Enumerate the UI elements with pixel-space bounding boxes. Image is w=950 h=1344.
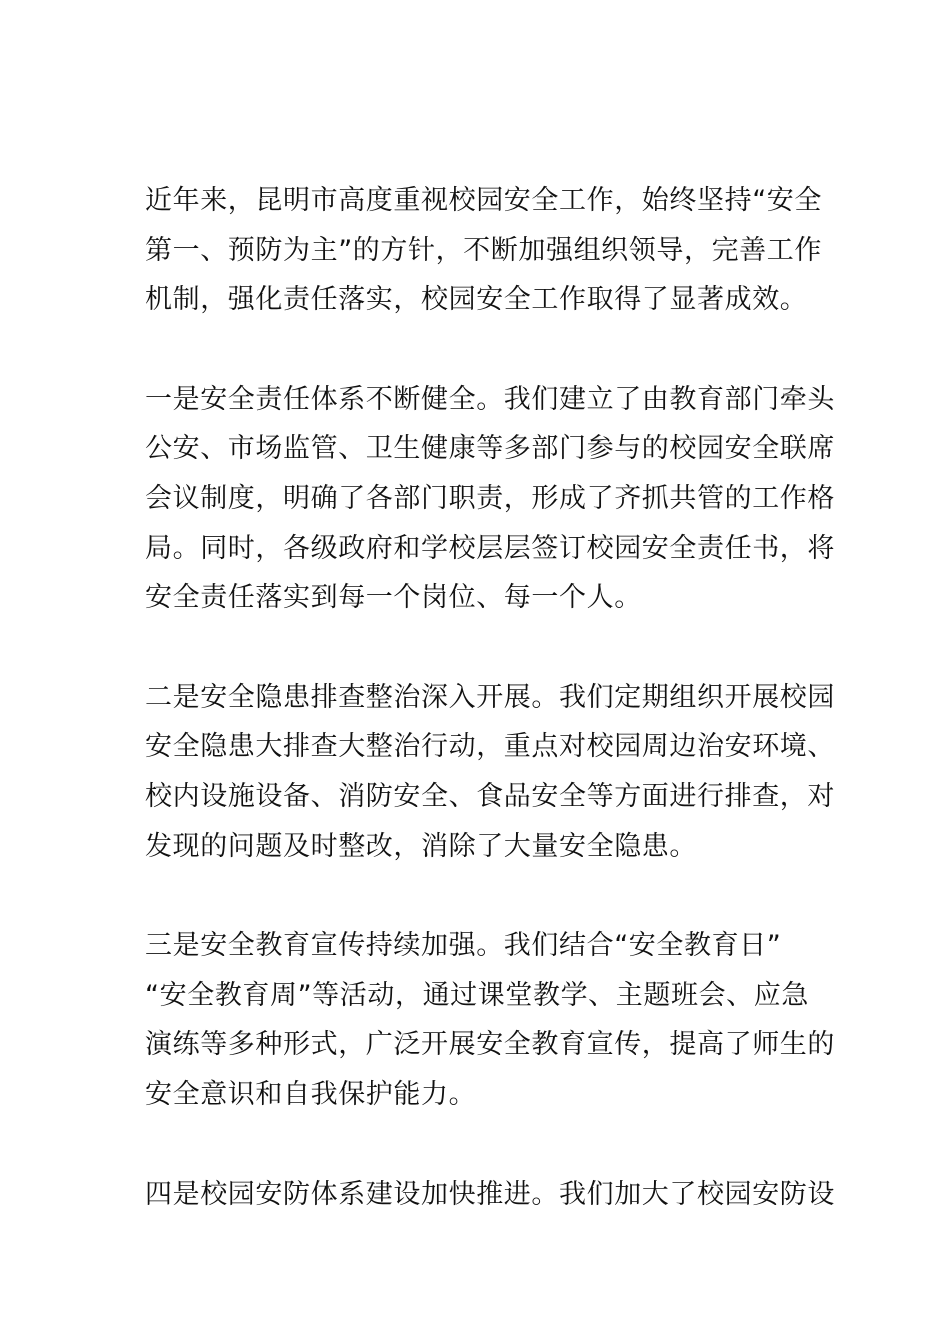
text-line: 演练等多种形式，广泛开展安全教育宣传，提高了师生的 (145, 1029, 835, 1061)
text-line: 安全隐患大排查大整治行动，重点对校园周边治安环境、 (145, 731, 835, 763)
text-line: 三是安全教育宣传持续加强。我们结合“安全教育日” (145, 930, 782, 962)
paragraph-intro (145, 176, 822, 325)
text-line: 一是安全责任体系不断健全。我们建立了由教育部门牵头 (145, 383, 835, 415)
text-line: 校内设施设备、消防安全、食品安全等方面进行排查，对 (145, 780, 835, 812)
text-line: 安全意识和自我保护能力。 (145, 1078, 477, 1110)
text-line: 会议制度，明确了各部门职责，形成了齐抓共管的工作格 (145, 482, 835, 514)
paragraph-hazard-inspection (145, 673, 835, 871)
paragraph-security-system (145, 1170, 835, 1220)
text-line: 机制，强化责任落实，校园安全工作取得了显著成效。 (145, 284, 808, 316)
text-line: 二是安全隐患排查整治深入开展。我们定期组织开展校园 (145, 681, 835, 713)
paragraph-responsibility-system (145, 375, 835, 623)
text-line: 局。同时，各级政府和学校层层签订校园安全责任书，将 (145, 532, 835, 564)
text-line: 近年来，昆明市高度重视校园安全工作，始终坚持“安全 (145, 185, 822, 216)
text-line: 四是校园安防体系建设加快推进。我们加大了校园安防设 (145, 1178, 835, 1210)
text-line: 公安、市场监管、卫生健康等多部门参与的校园安全联席 (145, 433, 835, 465)
text-line: 第一、预防为主”的方针，不断加强组织领导，完善工作 (145, 234, 822, 266)
text-line: 发现的问题及时整改，消除了大量安全隐患。 (145, 830, 697, 862)
document-body (145, 176, 835, 1269)
paragraph-safety-education (145, 921, 835, 1119)
text-line: “安全教育周”等活动，通过课堂教学、主题班会、应急 (145, 979, 809, 1011)
text-line: 安全责任落实到每一个岗位、每一个人。 (145, 582, 642, 614)
